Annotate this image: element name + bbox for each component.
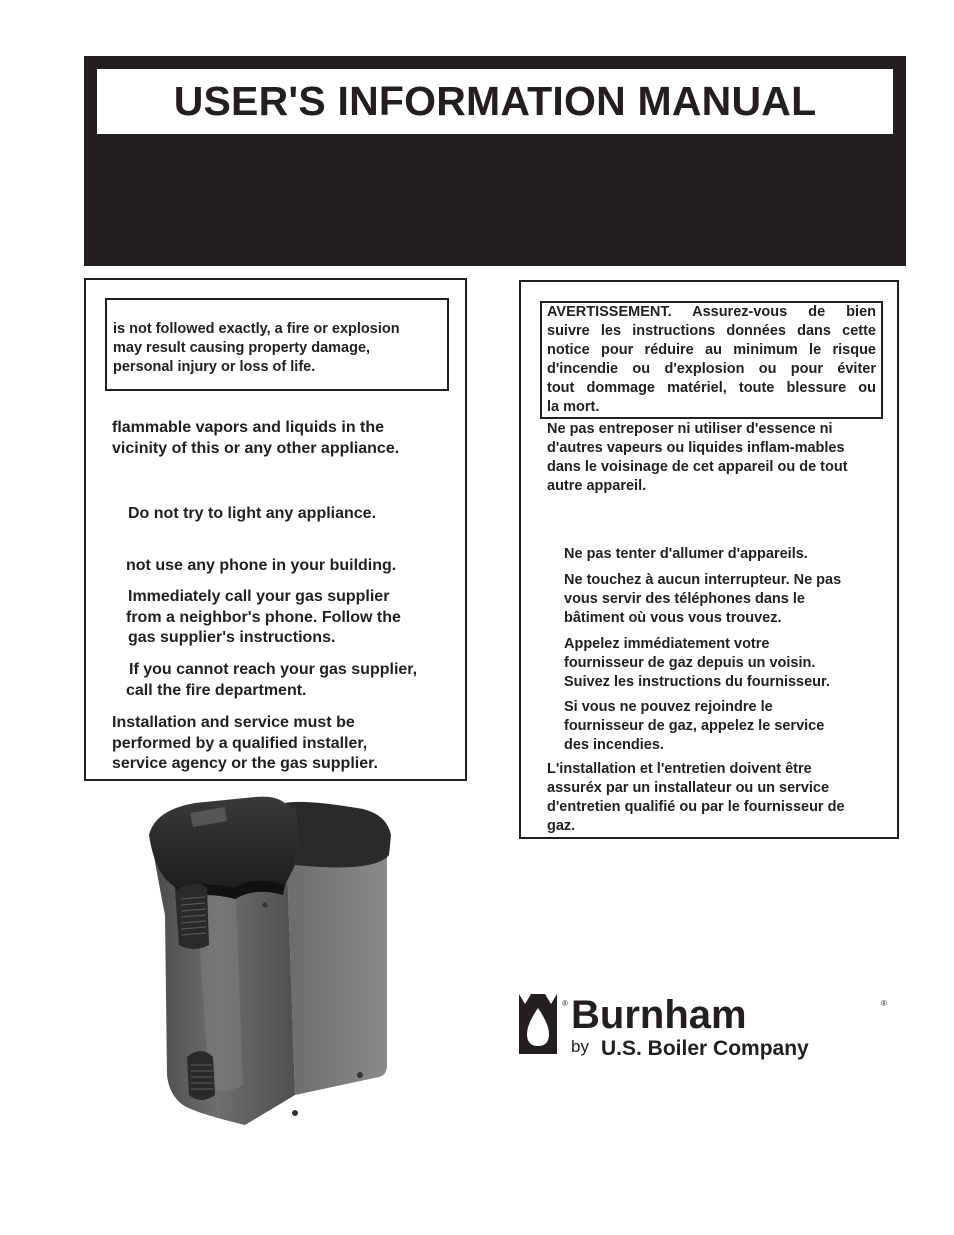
logo-by: by xyxy=(571,1037,589,1056)
svg-text:®: ® xyxy=(562,999,568,1008)
logo-company: U.S. Boiler Company xyxy=(601,1037,809,1060)
english-no-light-text: Do not try to light any appliance. xyxy=(128,505,377,522)
burnham-logo xyxy=(517,994,889,1060)
english-service-text: Installation and service must be performed by a qualified installer, service agency or the gas supplier. xyxy=(112,714,378,772)
french-storage-text: Ne pas entreposer ni utiliser d'essence ni d'autres vapeurs ou liquides inflam-mables dans le voisinage de cet appareil ou de tout autre appareil. xyxy=(547,421,848,494)
french-no-switch-text: Ne touchez à aucun interrupteur. Ne pas vous servir des téléphones dans le bâtiment où vous vous trouvez. xyxy=(564,572,842,626)
svg-text:®: ® xyxy=(881,999,887,1008)
english-call-supplier-text: Immediately call your gas supplier from a neighbor's phone. Follow the gas supplier's instructions. xyxy=(126,588,401,646)
page-title: USER'S INFORMATION MANUAL xyxy=(173,78,817,124)
logo-brand: Burnham xyxy=(571,994,747,1037)
french-service-text: L'installation et l'entretien doivent être assuréx par un installateur ou un service d'entretien qualifié ou par le fournisseur de gaz. xyxy=(547,761,845,834)
title-box xyxy=(97,69,893,134)
french-fire-dept-text: Si vous ne pouvez rejoindre le fournisseur de gaz, appelez le service des incendies. xyxy=(564,699,825,753)
english-storage-text: flammable vapors and liquids in the vicinity of this or any other appliance. xyxy=(112,419,400,457)
english-no-phone-text: not use any phone in your building. xyxy=(126,557,397,574)
french-no-light-text: Ne pas tenter d'allumer d'appareils. xyxy=(564,546,808,562)
french-warning-text: AVERTISSEMENT. Assurez-vous de bien suivre les instructions données dans cette notice pour réduire au minimum le risque d'incendie ou d'explosion ou pour éviter tout dommage matériel, toute blessure ou la mort. xyxy=(547,304,876,415)
french-call-supplier-text: Appelez immédiatement votre fournisseur de gaz depuis un voisin. Suivez les instructions du fournisseur. xyxy=(564,636,830,690)
boiler-image xyxy=(135,795,405,1125)
english-warning-text: is not followed exactly, a fire or explosion may result causing property damage, personal injury or loss of life. xyxy=(113,321,400,375)
english-fire-dept-text: If you cannot reach your gas supplier, call the fire department. xyxy=(126,661,418,699)
